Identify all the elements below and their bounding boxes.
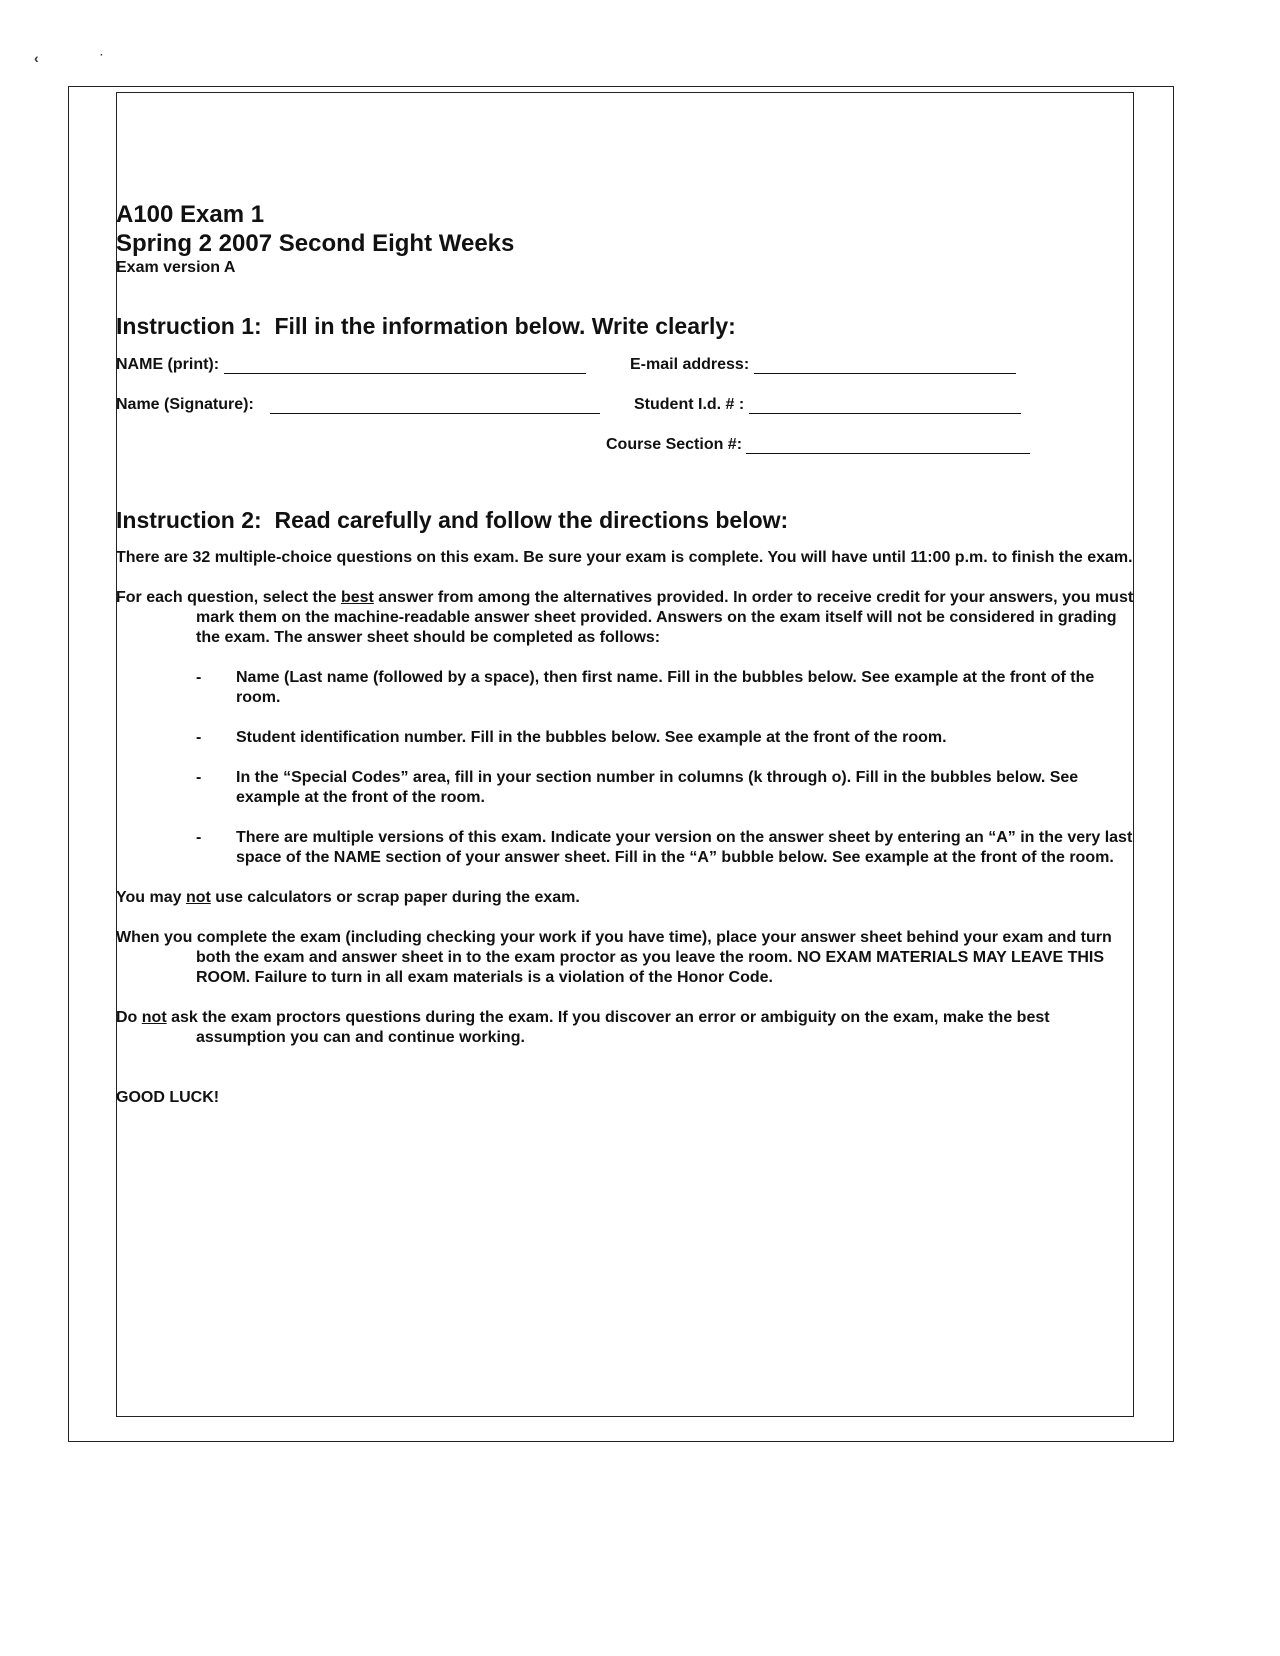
instruction-1-text: Fill in the information below. Write clearly: bbox=[274, 313, 736, 339]
exam-term: Spring 2 2007 Second Eight Weeks bbox=[116, 230, 515, 257]
bullet-text: Student identification number. Fill in the bubbles below. See example at the front of the room. bbox=[236, 729, 947, 746]
exam-version: Exam version A bbox=[116, 259, 236, 276]
student-id-label: Student I.d. # : bbox=[634, 396, 745, 413]
paragraph-calculators bbox=[116, 888, 1136, 908]
instruction-2 bbox=[116, 506, 1136, 534]
bullet-item bbox=[116, 668, 1136, 708]
bullet-text: In the “Special Codes” area, fill in your section number in columns (k through o). Fill in the bubbles below. See example at the front of the room. bbox=[236, 769, 1079, 806]
field-row-1 bbox=[116, 356, 1136, 396]
paragraph-turn-in: When you complete the exam (including checking your work if you have time), place your answer sheet behind your exam and turn both the exam and answer sheet in to the exam proctor as you leave the room. NO EXAM MATERIALS MAY LEAVE THIS ROOM. Failure to turn in all exam materials is a violation of the Honor Code. bbox=[116, 929, 1112, 986]
bullet-item bbox=[116, 728, 1136, 748]
p3-after: use calculators or scrap paper during the exam. bbox=[210, 889, 580, 906]
field-row-2 bbox=[116, 396, 1136, 436]
field-row-3 bbox=[116, 436, 1136, 476]
instruction-2-label: Instruction 2: bbox=[116, 507, 262, 533]
course-section-line bbox=[746, 437, 1030, 454]
p3-emphasis: not bbox=[185, 889, 211, 906]
name-print-label: NAME (print): bbox=[116, 356, 220, 373]
p2-before: For each question, select the bbox=[116, 589, 341, 606]
scan-mark: · bbox=[100, 50, 104, 61]
exam-title: A100 Exam 1 bbox=[116, 201, 265, 228]
name-print-field[interactable] bbox=[116, 356, 586, 374]
course-section-field[interactable] bbox=[606, 436, 1030, 454]
bullet-text: There are multiple versions of this exam. Indicate your version on the answer sheet by entering an “A” in the very last space of the NAME section of your answer sheet. Fill in the “A” bubble below. See example at the front of the room. bbox=[236, 829, 1133, 866]
bullet-dash: - bbox=[196, 669, 202, 686]
instruction-1-label: Instruction 1: bbox=[116, 313, 262, 339]
course-section-label: Course Section #: bbox=[606, 436, 743, 453]
paragraph-questions: There are 32 multiple-choice questions on this exam. Be sure your exam is complete. You will have until 11:00 p.m. to finish the exam. bbox=[116, 549, 1133, 566]
p5-after: ask the exam proctors questions during the exam. If you discover an error or ambiguity on the exam, make the best assumption you can and continue working. bbox=[166, 1009, 1050, 1046]
student-id-line bbox=[749, 397, 1021, 414]
bullet-item bbox=[116, 768, 1136, 808]
email-label: E-mail address: bbox=[630, 356, 750, 373]
scan-mark: ‹ bbox=[34, 50, 39, 66]
p3-before: You may bbox=[116, 889, 186, 906]
p5-emphasis: not bbox=[141, 1009, 167, 1026]
p2-emphasis: best bbox=[340, 589, 374, 606]
email-line bbox=[754, 357, 1016, 374]
student-id-field[interactable] bbox=[634, 396, 1021, 414]
instruction-1 bbox=[116, 312, 1136, 340]
bullet-text: Name (Last name (followed by a space), then first name. Fill in the bubbles below. See example at the front of the room. bbox=[236, 669, 1095, 706]
instruction-2-text: Read carefully and follow the directions below: bbox=[274, 507, 789, 533]
name-signature-label: Name (Signature): bbox=[116, 396, 254, 413]
paragraph-answer-sheet bbox=[116, 588, 1136, 648]
exam-cover bbox=[116, 200, 1136, 1108]
name-signature-line bbox=[270, 397, 600, 414]
closing-text: GOOD LUCK! bbox=[116, 1089, 220, 1106]
email-field[interactable] bbox=[630, 356, 1016, 374]
bullet-item bbox=[116, 828, 1136, 868]
bullet-dash: - bbox=[196, 729, 202, 746]
bullet-dash: - bbox=[196, 829, 202, 846]
name-print-line bbox=[224, 357, 586, 374]
name-signature-field[interactable] bbox=[116, 396, 600, 414]
p5-before: Do bbox=[116, 1009, 142, 1026]
bullet-dash: - bbox=[196, 769, 202, 786]
p2-after: answer from among the alternatives provided. In order to receive credit for your answers, you must mark them on the machine-readable answer sheet provided. Answers on the exam itself will not be considered in grading the exam. The answer sheet should be completed as follows: bbox=[196, 589, 1134, 646]
paragraph-proctors bbox=[116, 1008, 1136, 1048]
